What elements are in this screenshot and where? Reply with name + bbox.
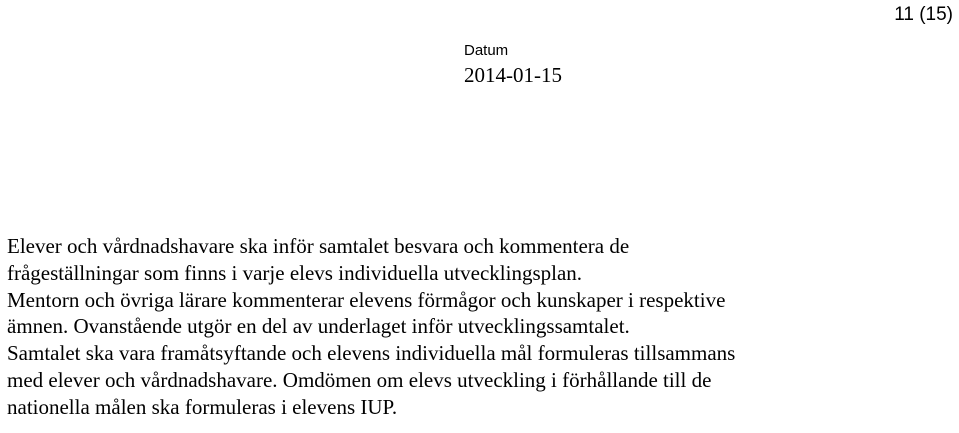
body-line: ämnen. Ovanstående utgör en del av underlaget inför utvecklingssamtalet. — [7, 314, 630, 339]
date-label: Datum — [464, 42, 509, 59]
body-line: Elever och vårdnadshavare ska inför samtalet besvara och kommentera de — [7, 234, 630, 258]
body-line: Samtalet ska vara framåtsyftande och elevens individuella mål formuleras tillsammans — [7, 341, 736, 366]
body-line: med elever och vårdnadshavare. Omdömen om elevs utveckling i förhållande till de — [7, 367, 712, 392]
page-number: 11 (15) — [894, 4, 953, 25]
date-value: 2014-01-15 — [464, 63, 562, 87]
date-block — [464, 42, 562, 88]
body-line: nationella målen ska formuleras i elevens IUP. — [7, 394, 398, 419]
body-line: Mentorn och övriga lärare kommenterar elevens förmågor och kunskaper i respektive — [7, 287, 726, 312]
body-paragraph — [7, 233, 952, 421]
body-line: frågeställningar som finns i varje elevs individuella utvecklingsplan. — [7, 260, 583, 285]
